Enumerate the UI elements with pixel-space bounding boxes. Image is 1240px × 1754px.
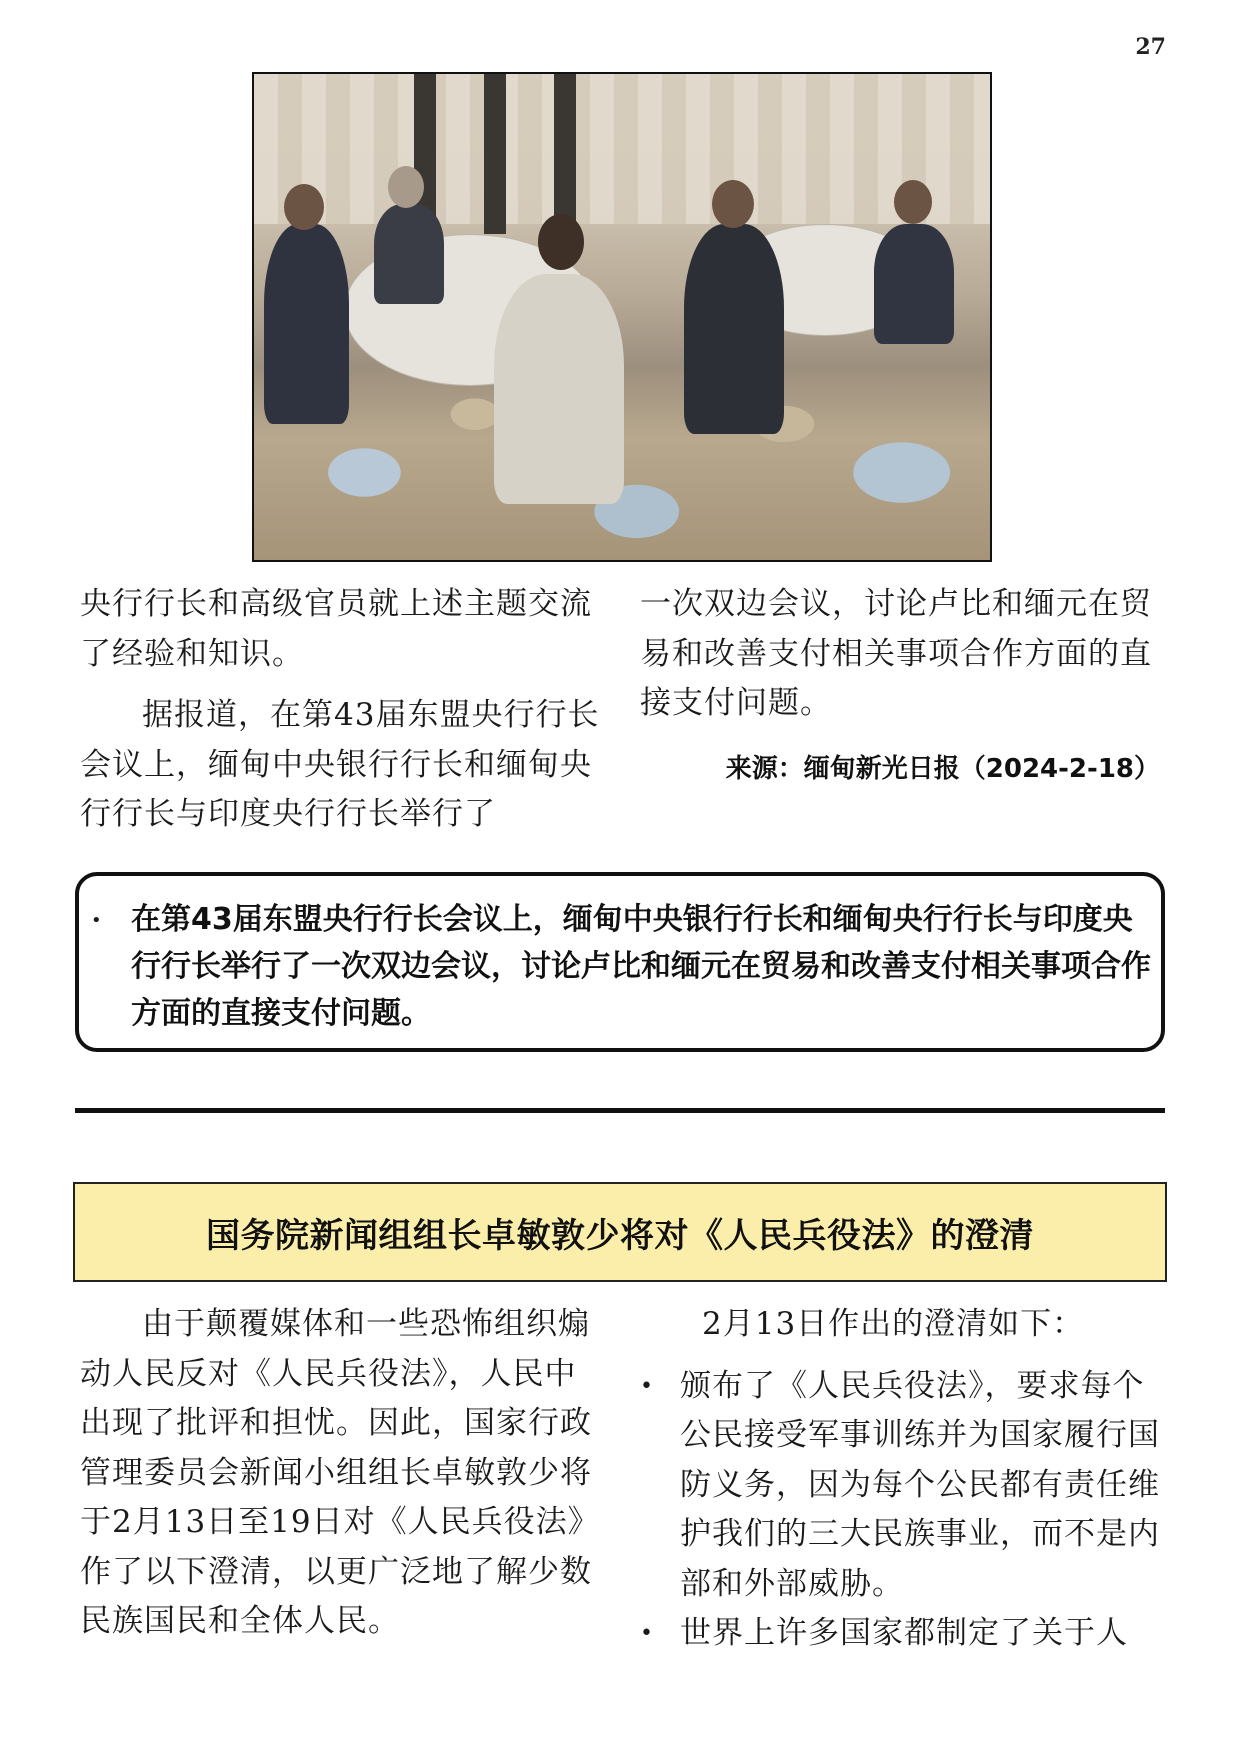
article2-right-column: [640, 1300, 1160, 1659]
article1-right-column: [640, 580, 1160, 729]
photo-person: [684, 224, 784, 434]
bullet-icon: •: [91, 910, 102, 931]
conference-photo: [252, 72, 992, 562]
photo-pillar: [554, 74, 576, 234]
photo-wall: [254, 74, 990, 224]
photo-person: [374, 204, 444, 304]
photo-head: [388, 166, 424, 208]
photo-head: [712, 180, 754, 228]
photo-head: [538, 214, 584, 270]
photo-head: [894, 180, 932, 224]
bullet-item: • 颁布了《人民兵役法》，要求每个公民接受军事训练并为国家履行国防义务，因为每个公民都有责任维护我们的三大民族事业，而不是内部和外部威胁。: [640, 1362, 1160, 1610]
article1-left-column: [80, 580, 600, 840]
article2-left-column: [80, 1300, 600, 1647]
article1-left-paragraph: 据报道，在第43届东盟央行行长会议上，缅甸中央银行行长和缅甸央行行长与印度央行行长举行了: [80, 697, 600, 832]
summary-box: [75, 872, 1165, 1052]
article1-left-paragraph: 央行行长和高级官员就上述主题交流了经验和知识。: [80, 586, 592, 672]
section-divider: [75, 1108, 1165, 1113]
photo-person: [264, 224, 349, 424]
photo-pillar: [484, 74, 506, 234]
article1-right-paragraph: 一次双边会议，讨论卢比和缅元在贸易和改善支付相关事项合作方面的直接支付问题。: [640, 586, 1152, 721]
photo-head: [284, 184, 324, 230]
headline-banner: [73, 1182, 1167, 1282]
bullet-item: • 世界上许多国家都制定了关于人: [640, 1609, 1160, 1659]
source-citation: 来源：缅甸新光日报（2024-2-18）: [725, 754, 1160, 784]
photo-person: [494, 274, 624, 504]
article2-bullet-list: [640, 1362, 1160, 1659]
page-number: 27: [1135, 34, 1166, 60]
article2-headline: 国务院新闻组组长卓敏敦少将对《人民兵役法》的澄清: [206, 1215, 1034, 1256]
article2-left-paragraph: 由于颠覆媒体和一些恐怖组织煽动人民反对《人民兵役法》，人民中出现了批评和担忧。因此，国家行政管理委员会新闻小组组长卓敏敦少将于2月13日至19日对《人民兵役法》作了以下澄清，以更广泛地了解少数民族国民和全体人民。: [80, 1306, 600, 1639]
photo-person: [874, 224, 954, 344]
article2-right-intro: 2月13日作出的澄清如下：: [702, 1306, 1085, 1342]
summary-text: 在第43届东盟央行行长会议上，缅甸中央银行行长和缅甸央行行长与印度央行行长举行了一次双边会议，讨论卢比和缅元在贸易和改善支付相关事项合作方面的直接支付问题。: [131, 902, 1151, 1031]
